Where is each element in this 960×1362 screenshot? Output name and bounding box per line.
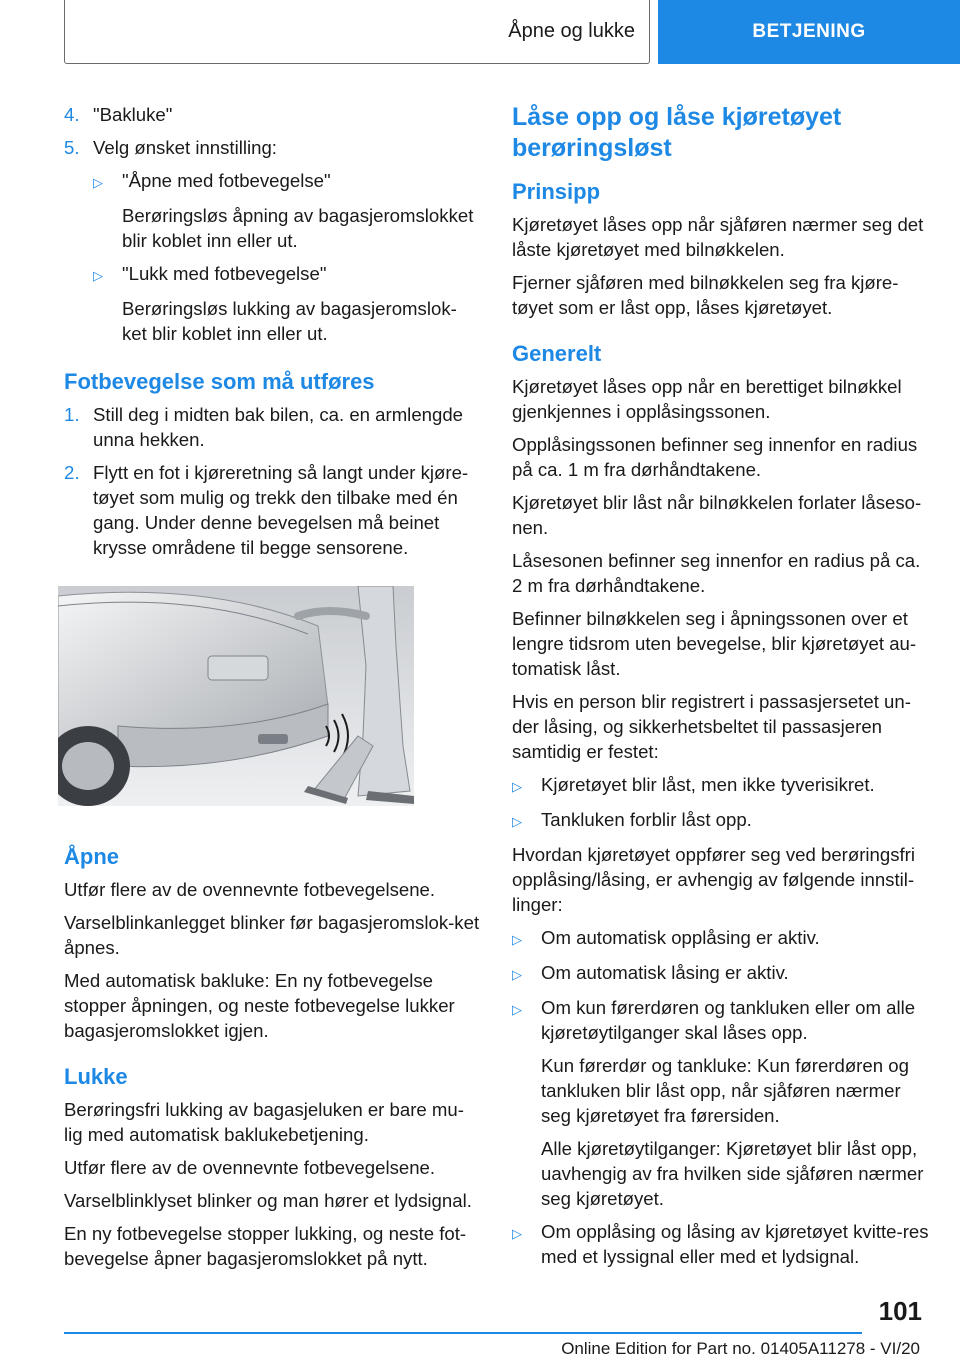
header-chapter-title: BETJENING — [752, 21, 866, 42]
bullet-text: Tankluken forblir låst opp. — [541, 809, 752, 830]
bullet-text: Om automatisk låsing er aktiv. — [541, 962, 789, 983]
step-item — [64, 460, 480, 560]
step-text: Velg ønsket innstilling: — [93, 137, 277, 158]
left-column — [64, 102, 480, 1279]
option-item — [93, 168, 480, 195]
paragraph: Med automatisk bakluke: En ny fotbevegelse stopper åpningen, og neste fotbevegelse lukker bagasjeromslokket igjen. — [64, 970, 455, 1041]
chapter-heading: Låse opp og låse kjøretøyet berøringsløst — [512, 103, 842, 162]
header-section-box — [64, 0, 650, 64]
page-number: 101 — [878, 1296, 922, 1326]
step-number: 1. — [64, 404, 80, 425]
paragraph: Kjøretøyet blir låst når bilnøkkelen forlater låseso-nen. — [512, 492, 922, 538]
paragraph: Hvis en person blir registrert i passasjersetet un-der låsing, og sikkerhetsbeltet til passasjeren samtidig er festet: — [512, 691, 911, 762]
step-number: 2. — [64, 462, 80, 483]
paragraph: Berøringsfri lukking av bagasjeluken er bare mu-lig med automatisk baklukebetjening. — [64, 1099, 464, 1145]
paragraph: Befinner bilnøkkelen seg i åpningssonen over et lengre tidsrom uten bevegelse, blir kjøretøyet au-tomatisk låst. — [512, 608, 917, 679]
bullet-item — [512, 772, 932, 799]
section-heading: Lukke — [64, 1064, 128, 1089]
step-text: Flytt en fot i kjøreretning så langt under kjøre-tøyet som mulig og trekk den tilbake med én gang. Under denne bevegelsen må beinet krysse områdene til begge sensorene. — [93, 462, 469, 558]
header-chapter-tab — [658, 0, 960, 64]
bullet-text: Om kun førerdøren og tankluken eller om alle kjøretøytilganger skal låses opp. — [541, 997, 916, 1043]
paragraph: Opplåsingssonen befinner seg innenfor en radius på ca. 1 m fra dørhåndtakene. — [512, 434, 918, 480]
footer-edition-text: Online Edition for Part no. 01405A11278 - VI/20 — [561, 1339, 920, 1358]
paragraph: Utfør flere av de ovennevnte fotbevegelsene. — [64, 1157, 436, 1178]
bullet-text: Om opplåsing og låsing av kjøretøyet kvitte-res med et lyssignal eller med et lydsignal. — [541, 1221, 929, 1267]
paragraph: Låsesonen befinner seg innenfor en radius på ca. 2 m fra dørhåndtakene. — [512, 550, 921, 596]
triangle-bullet-icon: ▷ — [93, 268, 103, 283]
option-description: Berøringsløs åpning av bagasjeromslokket blir koblet inn eller ut. — [122, 205, 474, 251]
bullet-item — [512, 960, 932, 987]
paragraph: Utfør flere av de ovennevnte fotbevegelsene. — [64, 879, 436, 900]
footer-divider — [64, 1332, 862, 1334]
header-section-title: Åpne og lukke — [508, 20, 635, 42]
step-number: 4. — [64, 104, 80, 125]
step-item — [64, 402, 480, 452]
step-text: "Bakluke" — [93, 104, 173, 125]
step-number: 5. — [64, 137, 80, 158]
car-foot-gesture-illustration — [58, 586, 414, 806]
step-item — [64, 135, 480, 160]
triangle-bullet-icon: ▷ — [512, 1002, 522, 1017]
section-heading: Fotbevegelse som må utføres — [64, 369, 375, 394]
right-column — [512, 102, 932, 1277]
paragraph: Hvordan kjøretøyet oppfører seg ved berøringsfri opplåsing/låsing, er avhengig av følgende innstil-linger: — [512, 844, 916, 915]
paragraph: En ny fotbevegelse stopper lukking, og neste fot-bevegelse åpner bagasjeromslokket på nytt. — [64, 1223, 467, 1269]
triangle-bullet-icon: ▷ — [93, 175, 103, 190]
bullet-item — [512, 925, 932, 952]
bullet-item — [512, 995, 932, 1045]
triangle-bullet-icon: ▷ — [512, 779, 522, 794]
option-label: "Lukk med fotbevegelse" — [122, 263, 327, 284]
step-item — [64, 102, 480, 127]
bullet-item — [512, 1219, 932, 1269]
bullet-text: Om automatisk opplåsing er aktiv. — [541, 927, 820, 948]
section-heading: Generelt — [512, 341, 602, 366]
sub-paragraph: Kun førerdør og tankluke: Kun førerdøren og tankluken blir låst opp, når sjåføren nærmer seg kjøretøyet fra førersiden. — [541, 1055, 909, 1126]
section-heading: Åpne — [64, 844, 119, 869]
triangle-bullet-icon: ▷ — [512, 814, 522, 829]
triangle-bullet-icon: ▷ — [512, 967, 522, 982]
option-description: Berøringsløs lukking av bagasjeromslok-ket blir koblet inn eller ut. — [122, 298, 457, 344]
paragraph: Fjerner sjåføren med bilnøkkelen seg fra kjøre-tøyet som er låst opp, låses kjøretøyet. — [512, 272, 899, 318]
step-text: Still deg i midten bak bilen, ca. en armlengde unna hekken. — [93, 404, 464, 450]
sub-paragraph: Alle kjøretøytilganger: Kjøretøyet blir låst opp, uavhengig av fra hvilken side sjåføren nærmer seg kjøretøyet. — [541, 1138, 924, 1209]
bullet-item — [512, 807, 932, 834]
bullet-text: Kjøretøyet blir låst, men ikke tyverisikret. — [541, 774, 875, 795]
triangle-bullet-icon: ▷ — [512, 932, 522, 947]
paragraph: Varselblinklyset blinker og man hører et lydsignal. — [64, 1190, 472, 1211]
paragraph: Kjøretøyet låses opp når en berettiget bilnøkkel gjenkjennes i opplåsingssonen. — [512, 376, 902, 422]
option-label: "Åpne med fotbevegelse" — [122, 170, 331, 191]
paragraph: Varselblinkanlegget blinker før bagasjeromslok-ket åpnes. — [64, 912, 480, 958]
triangle-bullet-icon: ▷ — [512, 1226, 522, 1241]
section-heading: Prinsipp — [512, 179, 601, 204]
option-item — [93, 261, 480, 288]
paragraph: Kjøretøyet låses opp når sjåføren nærmer seg det låste kjøretøyet med bilnøkkelen. — [512, 214, 924, 260]
